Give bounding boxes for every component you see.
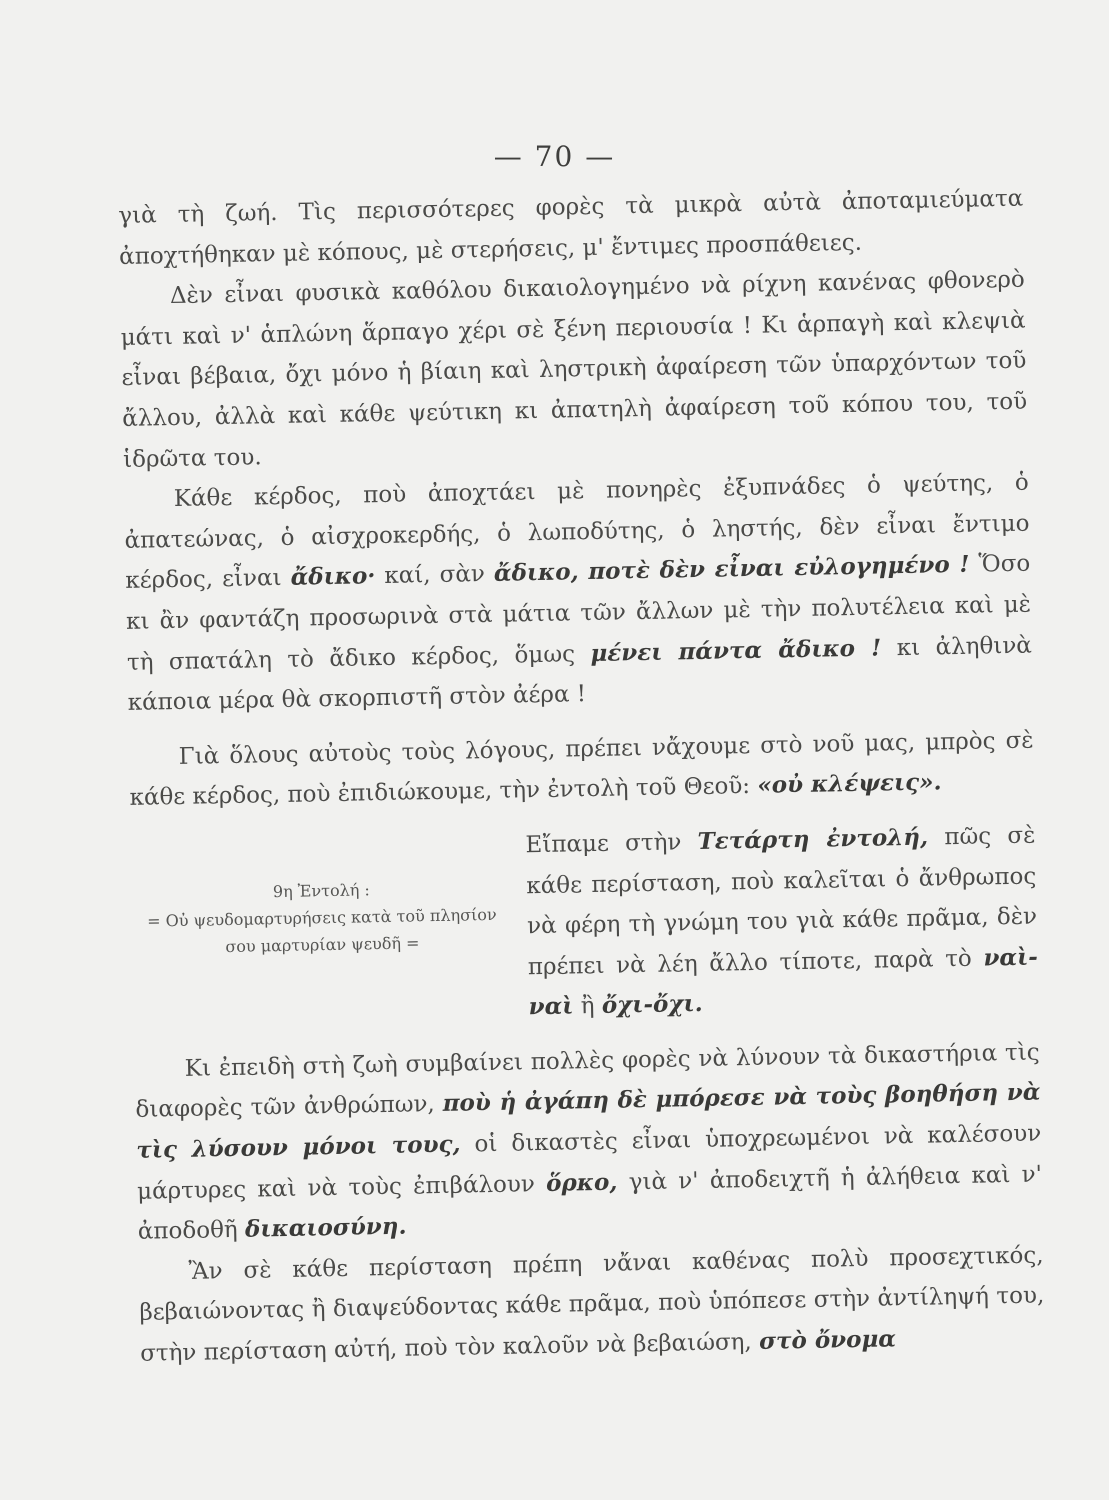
paragraph-6-emphasis-3: δικαιοσύνη. bbox=[244, 1212, 407, 1243]
sidenote-text: = Οὐ ψευδομαρτυρήσεις κατὰ τοῦ πλησίον σου μαρτυρίαν ψευδῆ = bbox=[146, 904, 497, 956]
paragraph-6 bbox=[134, 1032, 1043, 1252]
paragraph-7-text: Ἂν σὲ κάθε περίσταση πρέπη νἄναι καθένας πολὺ προσεχτικός, βεβαιώνοντας ἢ διαψεύδοντας κάθε πρᾶμα, ποὺ ὑπόπεσε στὴν ἀντίληψή του, στὴν περίσταση αὐτή, ποὺ τὸν καλοῦν νὰ βεβαιώση, bbox=[139, 1242, 1045, 1367]
paragraph-3-text-c: καί, σὰν bbox=[384, 561, 486, 590]
paragraph-4-text: Γιὰ ὅλους αὐτοὺς τοὺς λόγους, πρέπει νἄχουμε στὸ νοῦ μας, μπρὸς σὲ κάθε κέρδος, ποὺ ἐπιδιώκουμε, τὴν ἐντολὴ τοῦ Θεοῦ: bbox=[129, 727, 1034, 812]
paragraph-3-text-e: κι ἀληθινὰ κάποια μέρα θὰ σκορπιστῆ στὸν ἀέρα ! bbox=[127, 632, 1033, 717]
paragraph-4-commandment: «οὐ κλέψεις». bbox=[757, 768, 942, 800]
paragraph-5-emphasis-1: Τετάρτη ἐντολή, bbox=[697, 823, 929, 855]
paragraph-5-text-d: ἢ bbox=[580, 993, 595, 1020]
paragraph-3 bbox=[123, 463, 1033, 724]
sidenote bbox=[141, 874, 502, 962]
paragraph-6-text-a: Κι ἐπειδὴ στὴ ζωὴ συμβαίνει πολλὲς φορὲς νὰ λύνουν τὰ δικαστήρια τὶς διαφορὲς τῶν ἀνθρώπων, bbox=[135, 1039, 1040, 1124]
paragraph-6-emphasis-2: ὅρκο, bbox=[545, 1168, 618, 1197]
paragraph-6-emphasis-1: ποὺ ἡ ἀγάπη δὲ μπόρεσε νὰ τοὺς βοηθήση νὰ τὶς λύσουν μόνοι τους, bbox=[136, 1078, 1041, 1164]
sidenote-title: 9η Ἐντολή : bbox=[272, 880, 370, 902]
paragraph-4 bbox=[128, 720, 1034, 819]
paragraph-3-emphasis-3: μένει πάντα ἄδικο ! bbox=[590, 633, 882, 667]
paragraph-7 bbox=[138, 1235, 1045, 1374]
paragraph-2 bbox=[120, 260, 1029, 480]
paragraph-6-text-d: γιὰ ν' ἀποδειχτῆ ἡ ἀλήθεια καὶ ν' ἀποδοθῆ bbox=[137, 1161, 1043, 1246]
paragraph-3-text-a: Κάθε κέρδος, ποὺ ἀποχτάει μὲ πονηρὲς ἐξυπνάδες ὁ ψεύτης, ὁ ἀπατεώνας, ὁ αἰσχροκερδής, ὁ λωποδύτης, ὁ ληστής, δὲν εἶναι ἔντιμο κέρδος, εἶναι bbox=[124, 469, 1030, 595]
page-number: — 70 — bbox=[493, 140, 616, 173]
paragraph-7-emphasis: στὸ ὄνομα bbox=[758, 1325, 897, 1355]
paragraph-5-emphasis-3: ὄχι-ὄχι. bbox=[601, 990, 703, 1020]
body-text bbox=[118, 179, 1045, 1375]
paragraph-5-text-c: πῶς σὲ κάθε περίσταση, ποὺ καλεῖται ὁ ἄνθρωπος νὰ φέρη τὴ γνώμη του γιὰ κάθε πρᾶμα, δὲν πρέπει νὰ λέη ἄλλο τίποτε, παρὰ τὸ bbox=[526, 822, 1038, 980]
paragraph-3-text-d: Ὅσο κι ἂν φαντάζη προσωρινὰ στὰ μάτια τῶν ἄλλων μὲ τὴν πολυτέλεια καὶ μὲ τὴ σπατάλη τὸ ἄδικο κέρδος, ὅμως bbox=[125, 550, 1032, 676]
paragraph-3-emphasis-2: ἄδικο, ποτὲ δὲν εἶναι εὐλογημένο ! bbox=[493, 551, 970, 588]
paragraph-5-text-a: Εἴπαμε στὴν bbox=[525, 829, 682, 859]
ninth-commandment-section bbox=[130, 815, 1039, 1035]
paragraph-3-emphasis-1: ἄδικο· bbox=[290, 562, 376, 592]
paragraph-2-text: Δὲν εἶναι φυσικὰ καθόλου δικαιολογημένο νὰ ρίχνη κανένας φθονερὸ μάτι καὶ ν' ἁπλώνη ἅρπαγο χέρι σὲ ξένη περιουσία ! Κι ἁρπαγὴ καὶ κλεψιὰ εἶναι βέβαια, ὄχι μόνο ἡ βίαιη καὶ ληστρικὴ ἀφαίρεση τῶν ὑπαρχόντων τοῦ ἄλλου, ἀλλὰ καὶ κάθε ψεύτικη κι ἀπατηλὴ ἀφαίρεση τοῦ κόπου του, τοῦ ἱδρῶτα του. bbox=[120, 266, 1028, 473]
paragraph-1-text: γιὰ τὴ ζωή. Τὶς περισσότερες φορὲς τὰ μικρὰ αὐτὰ ἀποταμιεύματα ἀποχτήθηκαν μὲ κόπους, μὲ στερήσεις, μ' ἔντιμες προσπάθειες. bbox=[118, 185, 1024, 270]
paragraph-6-text-c: οἱ δικαστὲς εἶναι ὑποχρεωμένοι νὰ καλέσουν μάρτυρες καὶ νὰ τοὺς ἐπιβάλουν bbox=[136, 1120, 1042, 1205]
paragraph-5-emphasis-2: ναὶ-ναὶ bbox=[528, 943, 1039, 1021]
